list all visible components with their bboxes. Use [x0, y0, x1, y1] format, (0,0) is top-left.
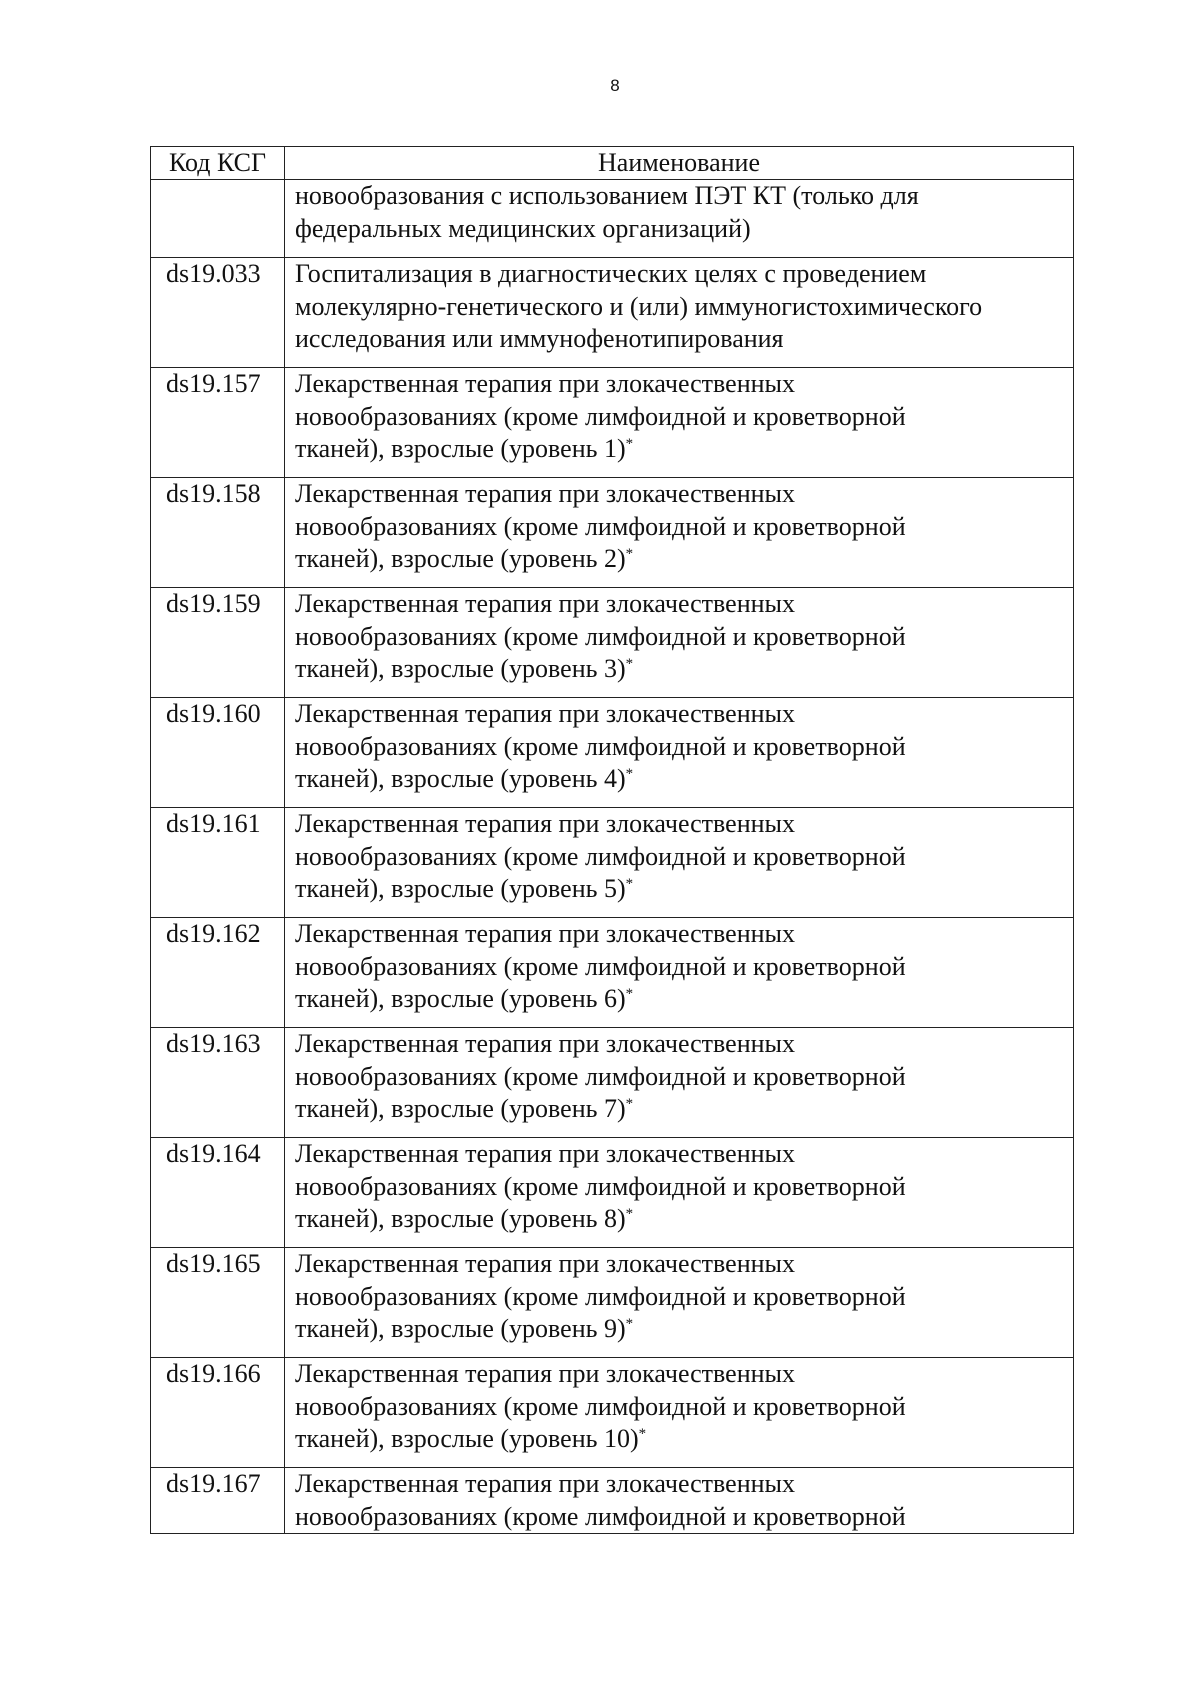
column-header-name: Наименование [285, 147, 1074, 180]
row-name-line: новообразованиях (кроме лимфоидной и кроветворной [295, 731, 906, 761]
row-code: ds19.164 [151, 1138, 285, 1248]
row-name-line: Госпитализация в диагностических целях с проведением [295, 259, 927, 288]
row-name [285, 478, 1074, 588]
row-name-line: новообразованиях (кроме лимфоидной и кроветворной [295, 1061, 906, 1091]
row-code: ds19.033 [151, 258, 285, 368]
row-name-line: Лекарственная терапия при злокачественных [295, 809, 795, 838]
row-name-line: Лекарственная терапия при злокачественных [295, 1469, 795, 1498]
table-row [151, 918, 1074, 1028]
footnote-mark: * [625, 876, 634, 892]
row-name-line: молекулярно-генетического и (или) иммуногистохимического [295, 291, 983, 321]
row-code: ds19.159 [151, 588, 285, 698]
row-name [285, 258, 1074, 368]
row-name [285, 368, 1074, 478]
table-row-continuation [151, 180, 1074, 258]
table-row-last [151, 1468, 1074, 1534]
table-row [151, 258, 1074, 368]
footnote-mark: * [625, 1316, 634, 1332]
footnote-mark: * [625, 436, 634, 452]
table-row [151, 1138, 1074, 1248]
row-name-line: Лекарственная терапия при злокачественных [295, 589, 795, 618]
row-code: ds19.167 [151, 1468, 285, 1534]
ksg-table [150, 146, 1074, 1534]
row-code: ds19.165 [151, 1248, 285, 1358]
row-name [285, 918, 1074, 1028]
row-code: ds19.161 [151, 808, 285, 918]
row-name-line: тканей), взрослые (уровень 9) [295, 1314, 626, 1343]
row-name-line: новообразованиях (кроме лимфоидной и кроветворной [295, 511, 906, 541]
footnote-mark: * [625, 546, 634, 562]
row-name-line: Лекарственная терапия при злокачественных [295, 699, 795, 728]
row-name-line: тканей), взрослые (уровень 10) [295, 1424, 639, 1453]
row-name [285, 698, 1074, 808]
row-name-line: новообразованиях (кроме лимфоидной и кроветворной [295, 1501, 906, 1531]
row-name [285, 1248, 1074, 1358]
row-code: ds19.163 [151, 1028, 285, 1138]
table-row [151, 698, 1074, 808]
row-name-line: Лекарственная терапия при злокачественных [295, 479, 795, 508]
row-name-line: новообразованиях (кроме лимфоидной и кроветворной [295, 621, 906, 651]
row-name-line: новообразованиях (кроме лимфоидной и кроветворной [295, 1171, 906, 1201]
table-row [151, 1028, 1074, 1138]
row-name-line: Лекарственная терапия при злокачественных [295, 1029, 795, 1058]
row-code: ds19.162 [151, 918, 285, 1028]
row-name-line: тканей), взрослые (уровень 7) [295, 1094, 626, 1123]
table-row [151, 368, 1074, 478]
row-name-line: новообразованиях (кроме лимфоидной и кроветворной [295, 401, 906, 431]
row-name-line: новообразованиях (кроме лимфоидной и кроветворной [295, 841, 906, 871]
row-name-line: Лекарственная терапия при злокачественных [295, 1359, 795, 1388]
row-name [285, 1468, 1074, 1534]
row-name [285, 588, 1074, 698]
row-code: ds19.160 [151, 698, 285, 808]
row-name-line: новообразованиях (кроме лимфоидной и кроветворной [295, 951, 906, 981]
row-name-line: новообразованиях (кроме лимфоидной и кроветворной [295, 1391, 906, 1421]
table-row [151, 1358, 1074, 1468]
row-code: ds19.158 [151, 478, 285, 588]
footnote-mark: * [625, 986, 634, 1002]
table-row [151, 588, 1074, 698]
row-name-line: Лекарственная терапия при злокачественных [295, 369, 795, 398]
column-header-code: Код КСГ [151, 147, 285, 180]
row-name [285, 1138, 1074, 1248]
row-name-line: новообразования с использованием ПЭТ КТ (только для [295, 181, 919, 210]
row-code: ds19.166 [151, 1358, 285, 1468]
footnote-mark: * [625, 1206, 634, 1222]
footnote-mark: * [625, 766, 634, 782]
row-name-line: тканей), взрослые (уровень 8) [295, 1204, 626, 1233]
row-code: ds19.157 [151, 368, 285, 478]
row-name-line: Лекарственная терапия при злокачественных [295, 1249, 795, 1278]
row-name-line: тканей), взрослые (уровень 4) [295, 764, 626, 793]
row-name-line: тканей), взрослые (уровень 2) [295, 544, 626, 573]
row-code-empty [151, 180, 285, 258]
row-name-line: Лекарственная терапия при злокачественных [295, 919, 795, 948]
row-name [285, 1358, 1074, 1468]
page-number: 8 [610, 76, 620, 95]
row-name [285, 180, 1074, 258]
table-header-row [151, 147, 1074, 180]
row-name-line: федеральных медицинских организаций) [295, 213, 751, 243]
table-row [151, 808, 1074, 918]
row-name [285, 808, 1074, 918]
footnote-mark: * [625, 656, 634, 672]
row-name-line: тканей), взрослые (уровень 6) [295, 984, 626, 1013]
row-name-line: тканей), взрослые (уровень 5) [295, 874, 626, 903]
table-row [151, 478, 1074, 588]
row-name [285, 1028, 1074, 1138]
row-name-line: тканей), взрослые (уровень 1) [295, 434, 626, 463]
row-name-line: Лекарственная терапия при злокачественных [295, 1139, 795, 1168]
footnote-mark: * [638, 1426, 647, 1442]
row-name-line: новообразованиях (кроме лимфоидной и кроветворной [295, 1281, 906, 1311]
footnote-mark: * [625, 1096, 634, 1112]
row-name-line: исследования или иммунофенотипирования [295, 324, 784, 353]
table-row [151, 1248, 1074, 1358]
row-name-line: тканей), взрослые (уровень 3) [295, 654, 626, 683]
